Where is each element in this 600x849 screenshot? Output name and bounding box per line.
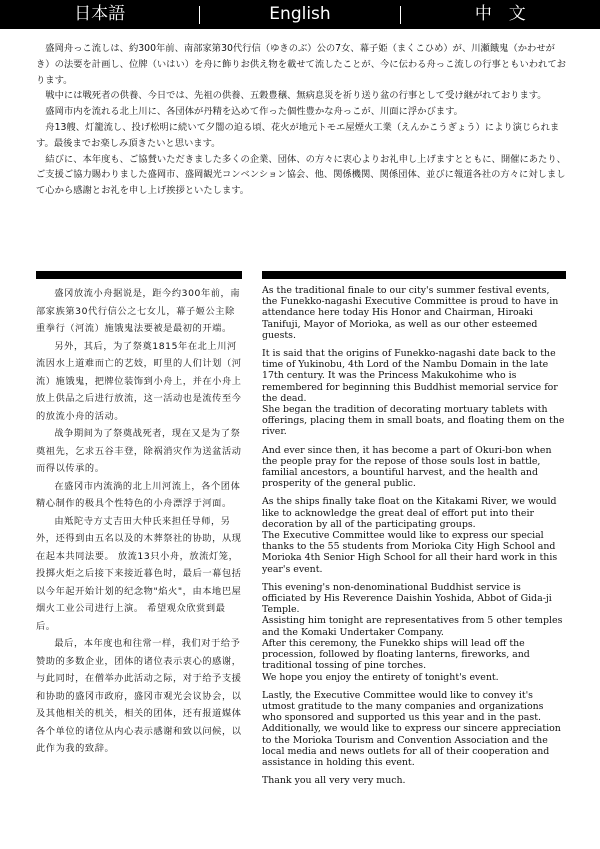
cn-paragraph: 战争期间为了祭奠战死者，现在又是为了祭奠祖先，乞求五谷丰登，除祸消灾作为送盆活动而得以传承的。 bbox=[36, 428, 242, 474]
chinese-column bbox=[36, 271, 242, 758]
jp-paragraph: 結びに、本年度も、ご協賛いただきました多くの企業、団体、の方々に衷心よりお礼申し上げますとともに、開催にあたり、ご支援ご協力賜わりました盛岡市、盛岡観光コンベンション協会、他、関係機関、関係団体、並びに報道各社の方々に対しまして心から感謝とお礼を申し上げ挨拶といたします。 bbox=[36, 153, 566, 197]
en-paragraph: We hope you enjoy the entirety of tonight's event. bbox=[262, 671, 499, 683]
cn-paragraph: 由羝陀寺方丈吉田大仲氏来担任导师，另外，还得到由五名以及的木葬祭社的协助，从现在起本共同法要。 放流13只小舟，放流灯笼，投掷火炬之后接下来接近暮色时，最后一幕包括以今年起开始计划的纪念物"焰火"，由本地巴屋烟火工业公司进行上演。 希望观众欣赏到最后。 bbox=[36, 515, 242, 632]
en-paragraph: Lastly, the Executive Committee would like to convey it's utmost gratitude to the many companies and organizations who sponsored and supported us this year and in the past. bbox=[262, 689, 544, 724]
english-greeting bbox=[262, 285, 566, 786]
en-paragraph: Additionally, we would like to express our sincere appreciation to the Morioka Tourism and Convention Association and the local media and news outlets for all of their cooperation and assistance in holding this event. bbox=[262, 723, 561, 768]
cn-paragraph: 最后，本年度也和往常一样，我们对于给予赞助的多数企业，团体的诸位表示衷心的感谢，与此同时，在僧举办此活动之际，对于给予支援和协助的盛冈市政府，盛冈市观光会议协会，以及其他相关的机关，相关的团体，还有报道媒体各个单位的诸位从内心表示感谢和致以问候，以此作为我的致辞。 bbox=[36, 638, 242, 754]
cn-paragraph: 另外，其后，为了祭奠1815年在北上川河流因水上道难而亡的艺妓，町里的人们计划（河流）施饿鬼，把牌位装饰到小舟上，并在小舟上放上供品之后进行放流，这一活动也是流传至今的放流小舟的活动。 bbox=[36, 340, 242, 422]
en-paragraph: The Executive Committee would like to express our special thanks to the 55 students from Morioka City High School and Morioka 4th Senior High School for all their hard work in this year's event. bbox=[262, 530, 558, 575]
en-paragraph: She began the tradition of decorating mortuary tablets with offerings, placing them in small boats, and floating them on the river. bbox=[262, 404, 565, 438]
en-paragraph: Assisting him tonight are representatives from 5 other temples and the Komaki Undertaker Company. bbox=[262, 615, 563, 638]
tab-chinese[interactable]: 中 文 bbox=[474, 4, 526, 24]
chinese-column-header-bar bbox=[36, 271, 242, 279]
language-tab-bar bbox=[0, 0, 600, 29]
jp-paragraph: 盛岡舟っこ流しは、約300年前、南部家第30代行信（ゆきのぶ）公の7女、幕子姫（まくこひめ）が、川瀬餓鬼（かわせがき）の法要を計画し、位牌（いはい）を舟に飾りお供え物を載せて流したことが、今に伝わる舟っこ流しの行事ともいわれております。 bbox=[36, 43, 566, 86]
en-paragraph: And ever since then, it has become a part of Okuri-bon when the people pray for the repose of those souls lost in battle, familial ancestors, a bountiful harvest, and the health and prosperity of the general public. bbox=[262, 444, 552, 490]
tab-english[interactable]: English bbox=[269, 4, 331, 24]
en-paragraph: As the traditional finale to our city's summer festival events, the Funekko-nagashi Executive Committee is proud to have in attendance here today His Honor and Chairman, Hiroaki Tanifuji, Mayor of Morioka, as well as our other esteemed guests. bbox=[262, 285, 559, 341]
japanese-greeting bbox=[36, 41, 568, 199]
en-paragraph: This evening's non-denominational Buddhist service is officiated by His Reverence Daishin Yoshida, Abbot of Gida-ji Temple. bbox=[262, 581, 552, 616]
jp-paragraph: 戦中には戦死者の供養、今日では、先祖の供養、五穀豊穣、無病息災を祈り送り盆の行事として受け継がれております。 bbox=[45, 90, 547, 102]
jp-paragraph: 盛岡市内を流れる北上川に、各団体が丹精を込めて作った個性豊かな舟っこが、川面に浮かびます。 bbox=[45, 106, 463, 118]
en-paragraph: It is said that the origins of Funekko-nagashi date back to the time of Yukinobu, 4th Lord of the Nambu Domain in the late 17th century. It was the Princess Makukohime who is remembered for beginning this Buddhist memorial service for the dead. bbox=[262, 348, 558, 404]
en-paragraph: After this ceremony, the Funekko ships will lead off the procession, followed by floating lanterns, fireworks, and traditional tossing of pine torches. bbox=[262, 637, 530, 672]
jp-paragraph: 舟13艘、灯籠流し、投げ松明に続いて夕闇の迫る頃、花火が地元トモエ屋煙火工業（えんかこうぎょう）により演じられます。最後までお楽しみ頂きたいと思います。 bbox=[36, 121, 560, 149]
en-paragraph: As the ships finally take float on the Kitakami River, we would like to acknowledge the great deal of effort put into their decoration by all of the participating groups. bbox=[262, 496, 557, 530]
en-paragraph: Thank you all very very much. bbox=[262, 775, 406, 787]
english-column-header-bar bbox=[262, 271, 566, 279]
cn-paragraph: 在盛冈市内流淌的北上川河流上，各个团体精心制作的极具个性特色的小舟漂浮于河面。 bbox=[36, 480, 241, 509]
english-column bbox=[262, 271, 566, 793]
chinese-greeting bbox=[36, 285, 242, 758]
tab-japanese[interactable]: 日本語 bbox=[74, 4, 126, 24]
cn-paragraph: 盛冈放流小舟据说是，距今约300年前，南部家族第30代行信公之七女儿，幕子姬公主除重拳行（河流）施饿鬼法要被是最初的开端。 bbox=[36, 288, 241, 334]
